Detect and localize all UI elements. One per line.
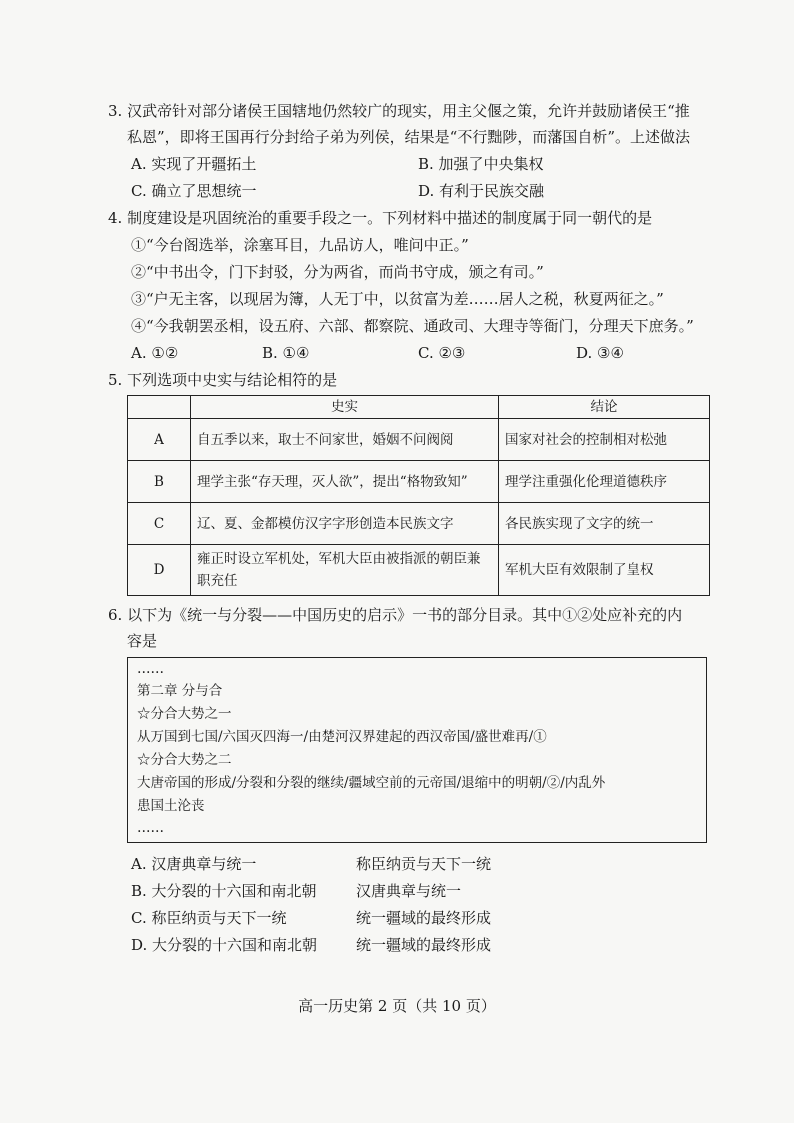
q3-stem-line2: 私恩”，即将王国再行分封给子弟为列侯，结果是“不行黜陟，而藩国自析”。上述做法 (127, 128, 691, 146)
toc-section-2: ☆分合大势之二 (137, 752, 232, 768)
table-row (128, 419, 710, 461)
table-header-conclusion: 结论 (499, 396, 710, 419)
row-fact: 理学主张“存天理，灭人欲”，提出“格物致知” (191, 461, 499, 503)
q4-option-c: C. ②③ (418, 344, 466, 362)
q4-option-a: A. ①② (131, 344, 179, 362)
toc-section-1: ☆分合大势之一 (137, 706, 232, 722)
q6-option-c: C. 称臣纳贡与天下一统 (131, 909, 287, 927)
q4-material-4: ④“今我朝罢丞相，设五府、六部、都察院、通政司、大理寺等衙门，分理天下庶务。” (131, 317, 694, 335)
q4-option-b: B. ①④ (262, 344, 310, 362)
q3-stem-line1: 3. 汉武帝针对部分诸侯王国辖地仍然较广的现实，用主父偃之策，允许并鼓励诸侯王“推 (108, 102, 690, 120)
row-fact: 辽、夏、金都模仿汉字字形创造本民族文字 (191, 503, 499, 545)
q3-option-a: A. 实现了开疆拓土 (131, 155, 257, 173)
q6-option-a: A. 汉唐典章与统一 (131, 855, 257, 873)
table-header-blank (128, 396, 191, 419)
q6-option-a-second: 称臣纳贡与天下一统 (356, 855, 492, 873)
toc-section-2-items: 大唐帝国的形成/分裂和分裂的继续/疆域空前的元帝国/退缩中的明朝/②/内乱外 (137, 775, 606, 791)
table-header-fact: 史实 (191, 396, 499, 419)
toc-section-1-items: 从万国到七国/六国灭四海一/由楚河汉界建起的西汉帝国/盛世难再/① (137, 729, 547, 745)
toc-chapter-title: 第二章 分与合 (137, 683, 223, 699)
q6-option-b-second: 汉唐典章与统一 (356, 882, 462, 900)
row-letter: A (128, 419, 191, 461)
q3-option-b: B. 加强了中央集权 (418, 155, 544, 173)
table-row (128, 503, 710, 545)
table-header-row (128, 396, 710, 419)
table-row (128, 545, 710, 596)
q4-stem: 4. 制度建设是巩固统治的重要手段之一。下列材料中描述的制度属于同一朝代的是 (108, 209, 653, 227)
q4-material-3: ③“户无主客，以现居为簿，人无丁中，以贫富为差……居人之税，秋夏两征之。” (131, 290, 664, 308)
toc-ellipsis-bottom: …… (137, 820, 164, 836)
row-fact: 自五季以来，取士不问家世，婚姻不问阀阅 (191, 419, 499, 461)
q4-option-d: D. ③④ (576, 344, 624, 362)
row-letter: B (128, 461, 191, 503)
q3-option-d: D. 有利于民族交融 (418, 182, 545, 200)
row-conclusion: 军机大臣有效限制了皇权 (499, 545, 710, 596)
q6-option-d-second: 统一疆域的最终形成 (356, 936, 492, 954)
toc-ellipsis-top: …… (137, 661, 164, 677)
q5-table (127, 395, 710, 596)
q6-option-c-second: 统一疆域的最终形成 (356, 909, 492, 927)
q6-option-d: D. 大分裂的十六国和南北朝 (131, 936, 318, 954)
row-conclusion: 国家对社会的控制相对松弛 (499, 419, 710, 461)
row-conclusion: 各民族实现了文字的统一 (499, 503, 710, 545)
q4-material-2: ②“中书出令，门下封驳，分为两省，而尚书守成，颁之有司。” (131, 263, 544, 281)
row-letter: D (128, 545, 191, 596)
row-conclusion: 理学注重强化伦理道德秩序 (499, 461, 710, 503)
page-footer: 高一历史第 2 页（共 10 页） (298, 997, 496, 1015)
table-row (128, 461, 710, 503)
q6-stem-line1: 6. 以下为《统一与分裂——中国历史的启示》一书的部分目录。其中①②处应补充的内 (108, 606, 683, 624)
q4-material-1: ①“今台阁选举，涂塞耳目，九品访人，唯问中正。” (131, 236, 469, 254)
q3-option-c: C. 确立了思想统一 (131, 182, 257, 200)
q5-stem: 5. 下列选项中史实与结论相符的是 (108, 371, 338, 389)
q6-stem-line2: 容是 (127, 632, 158, 650)
row-letter: C (128, 503, 191, 545)
toc-section-2-items-cont: 患国土沦丧 (137, 798, 205, 814)
q6-option-b: B. 大分裂的十六国和南北朝 (131, 882, 317, 900)
table-of-contents-box (127, 657, 707, 843)
row-fact: 雍正时设立军机处，军机大臣由被指派的朝臣兼职充任 (191, 545, 499, 596)
